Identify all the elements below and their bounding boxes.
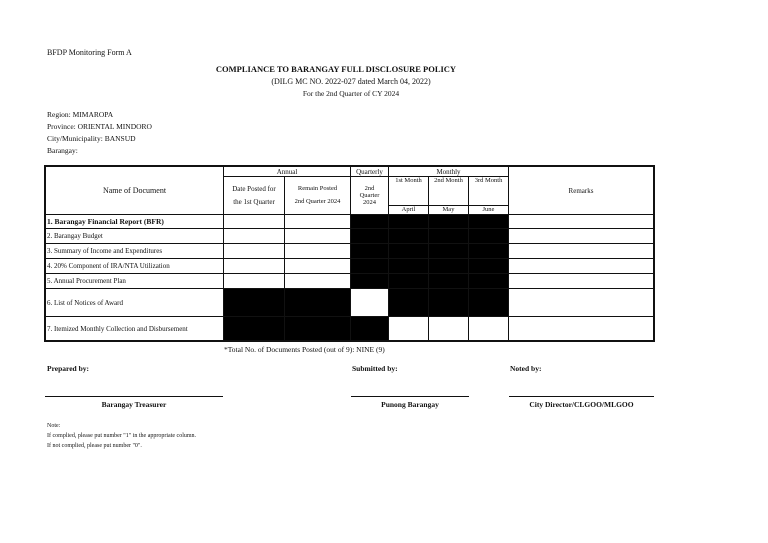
date-posted-line2: the 1st Quarter xyxy=(233,198,275,206)
table-row xyxy=(46,259,654,274)
cell-remarks xyxy=(509,317,654,341)
cell xyxy=(285,215,351,229)
compliance-table xyxy=(45,166,654,341)
table-row xyxy=(46,229,654,244)
col-header-month3: 3rd Month xyxy=(469,177,509,206)
barangay-label: Barangay: xyxy=(47,146,78,155)
table-row xyxy=(46,274,654,289)
cell xyxy=(285,229,351,244)
note-line1: If complied, please put number "1" in the appropriate column. xyxy=(47,433,197,439)
cell xyxy=(285,259,351,274)
submitted-by-label: Submitted by: xyxy=(352,364,398,373)
cell-na xyxy=(469,259,509,274)
col-header-month2: 2nd Month xyxy=(429,177,469,206)
cell xyxy=(429,317,469,341)
col-header-quarterly: Quarterly xyxy=(351,167,389,177)
cell-remarks xyxy=(509,274,654,289)
cell xyxy=(224,215,285,229)
cell-na xyxy=(351,259,389,274)
cell-na xyxy=(469,289,509,317)
total-posted: *Total No. of Documents Posted (out of 9): NINE (9) xyxy=(224,345,385,354)
cell-na xyxy=(429,289,469,317)
cell-na xyxy=(389,229,429,244)
prepared-by-label: Prepared by: xyxy=(47,364,90,373)
province-label: Province: ORIENTAL MINDORO xyxy=(47,122,152,131)
cell-na xyxy=(224,289,285,317)
note-label: Note: xyxy=(47,423,61,429)
cell xyxy=(285,274,351,289)
cell-na xyxy=(429,215,469,229)
date-posted-line1: Date Posted for xyxy=(232,185,276,193)
row-doc-name: 4. 20% Component of IRA/NTA Utilization xyxy=(46,259,224,274)
col-header-remarks: Remarks xyxy=(509,167,654,215)
row-doc-name: 7. Itemized Monthly Collection and Disbursement xyxy=(46,317,224,341)
cell-na xyxy=(469,244,509,259)
col-header-quarter xyxy=(351,177,389,215)
month-may: May xyxy=(429,206,469,215)
table-row xyxy=(46,317,654,341)
col-header-date-posted xyxy=(224,177,285,215)
table-row xyxy=(46,289,654,317)
cell xyxy=(224,274,285,289)
punong-title: Punong Barangay xyxy=(381,400,439,409)
quarter-line2: Quarter xyxy=(359,192,380,199)
cell xyxy=(224,244,285,259)
col-header-name: Name of Document xyxy=(46,167,224,215)
table-row xyxy=(46,244,654,259)
row-doc-name: 2. Barangay Budget xyxy=(46,229,224,244)
quarter-line3: 2024 xyxy=(363,199,376,206)
page-title: COMPLIANCE TO BARANGAY FULL DISCLOSURE POLICY xyxy=(215,64,457,74)
col-header-remain-posted xyxy=(285,177,351,215)
cell-na xyxy=(285,289,351,317)
cell-na xyxy=(351,215,389,229)
cell-na xyxy=(224,317,285,341)
treasurer-signature-line xyxy=(45,396,223,397)
month-april: April xyxy=(389,206,429,215)
form-label: BFDP Monitoring Form A xyxy=(47,48,132,57)
remain-posted-line2: 2nd Quarter 2024 xyxy=(294,198,341,205)
cell-na xyxy=(469,229,509,244)
reporting-period: For the 2nd Quarter of CY 2024 xyxy=(302,89,400,98)
cell-na xyxy=(389,215,429,229)
row-doc-name: 3. Summary of Income and Expenditures xyxy=(46,244,224,259)
treasurer-title: Barangay Treasurer xyxy=(101,400,167,409)
cell-na xyxy=(429,259,469,274)
cell-na xyxy=(429,244,469,259)
cell-na xyxy=(389,259,429,274)
cell-remarks xyxy=(509,215,654,229)
cell-na xyxy=(469,215,509,229)
row-doc-name: 6. List of Notices of Award xyxy=(46,289,224,317)
cell-na xyxy=(285,317,351,341)
cell-na xyxy=(469,274,509,289)
quarter-line1: 2nd xyxy=(364,185,375,192)
cell xyxy=(285,244,351,259)
noted-by-label: Noted by: xyxy=(510,364,542,373)
cell-remarks xyxy=(509,229,654,244)
cell-remarks xyxy=(509,244,654,259)
cell xyxy=(469,317,509,341)
cell-na xyxy=(351,244,389,259)
cell-na xyxy=(429,229,469,244)
col-header-month1: 1st Month xyxy=(389,177,429,206)
cell xyxy=(351,289,389,317)
cell xyxy=(389,317,429,341)
director-signature-line xyxy=(509,396,654,397)
page-subtitle: (DILG MC NO. 2022-027 dated March 04, 2022) xyxy=(271,77,431,86)
cell-na xyxy=(351,229,389,244)
table-row xyxy=(46,215,654,229)
punong-signature-line xyxy=(351,396,469,397)
note-line2: If not complied, please put number "0". xyxy=(47,443,142,449)
director-title: City Director/CLGOO/MLGOO xyxy=(529,400,634,409)
cell-na xyxy=(389,289,429,317)
cell-na xyxy=(351,317,389,341)
cell-na xyxy=(389,274,429,289)
remain-posted-line1: Remain Posted xyxy=(297,185,338,192)
cell-remarks xyxy=(509,289,654,317)
cell-na xyxy=(389,244,429,259)
cell xyxy=(224,229,285,244)
cell-na xyxy=(351,274,389,289)
region-label: Region: MIMAROPA xyxy=(47,110,114,119)
cell-remarks xyxy=(509,259,654,274)
row-doc-name: 5. Annual Procurement Plan xyxy=(46,274,224,289)
cell xyxy=(224,259,285,274)
city-label: City/Municipality: BANSUD xyxy=(47,134,136,143)
col-header-annual: Annual xyxy=(224,167,351,177)
row-doc-name: 1. Barangay Financial Report (BFR) xyxy=(46,215,224,229)
col-header-monthly: Monthly xyxy=(389,167,509,177)
cell-na xyxy=(429,274,469,289)
month-june: June xyxy=(469,206,509,215)
